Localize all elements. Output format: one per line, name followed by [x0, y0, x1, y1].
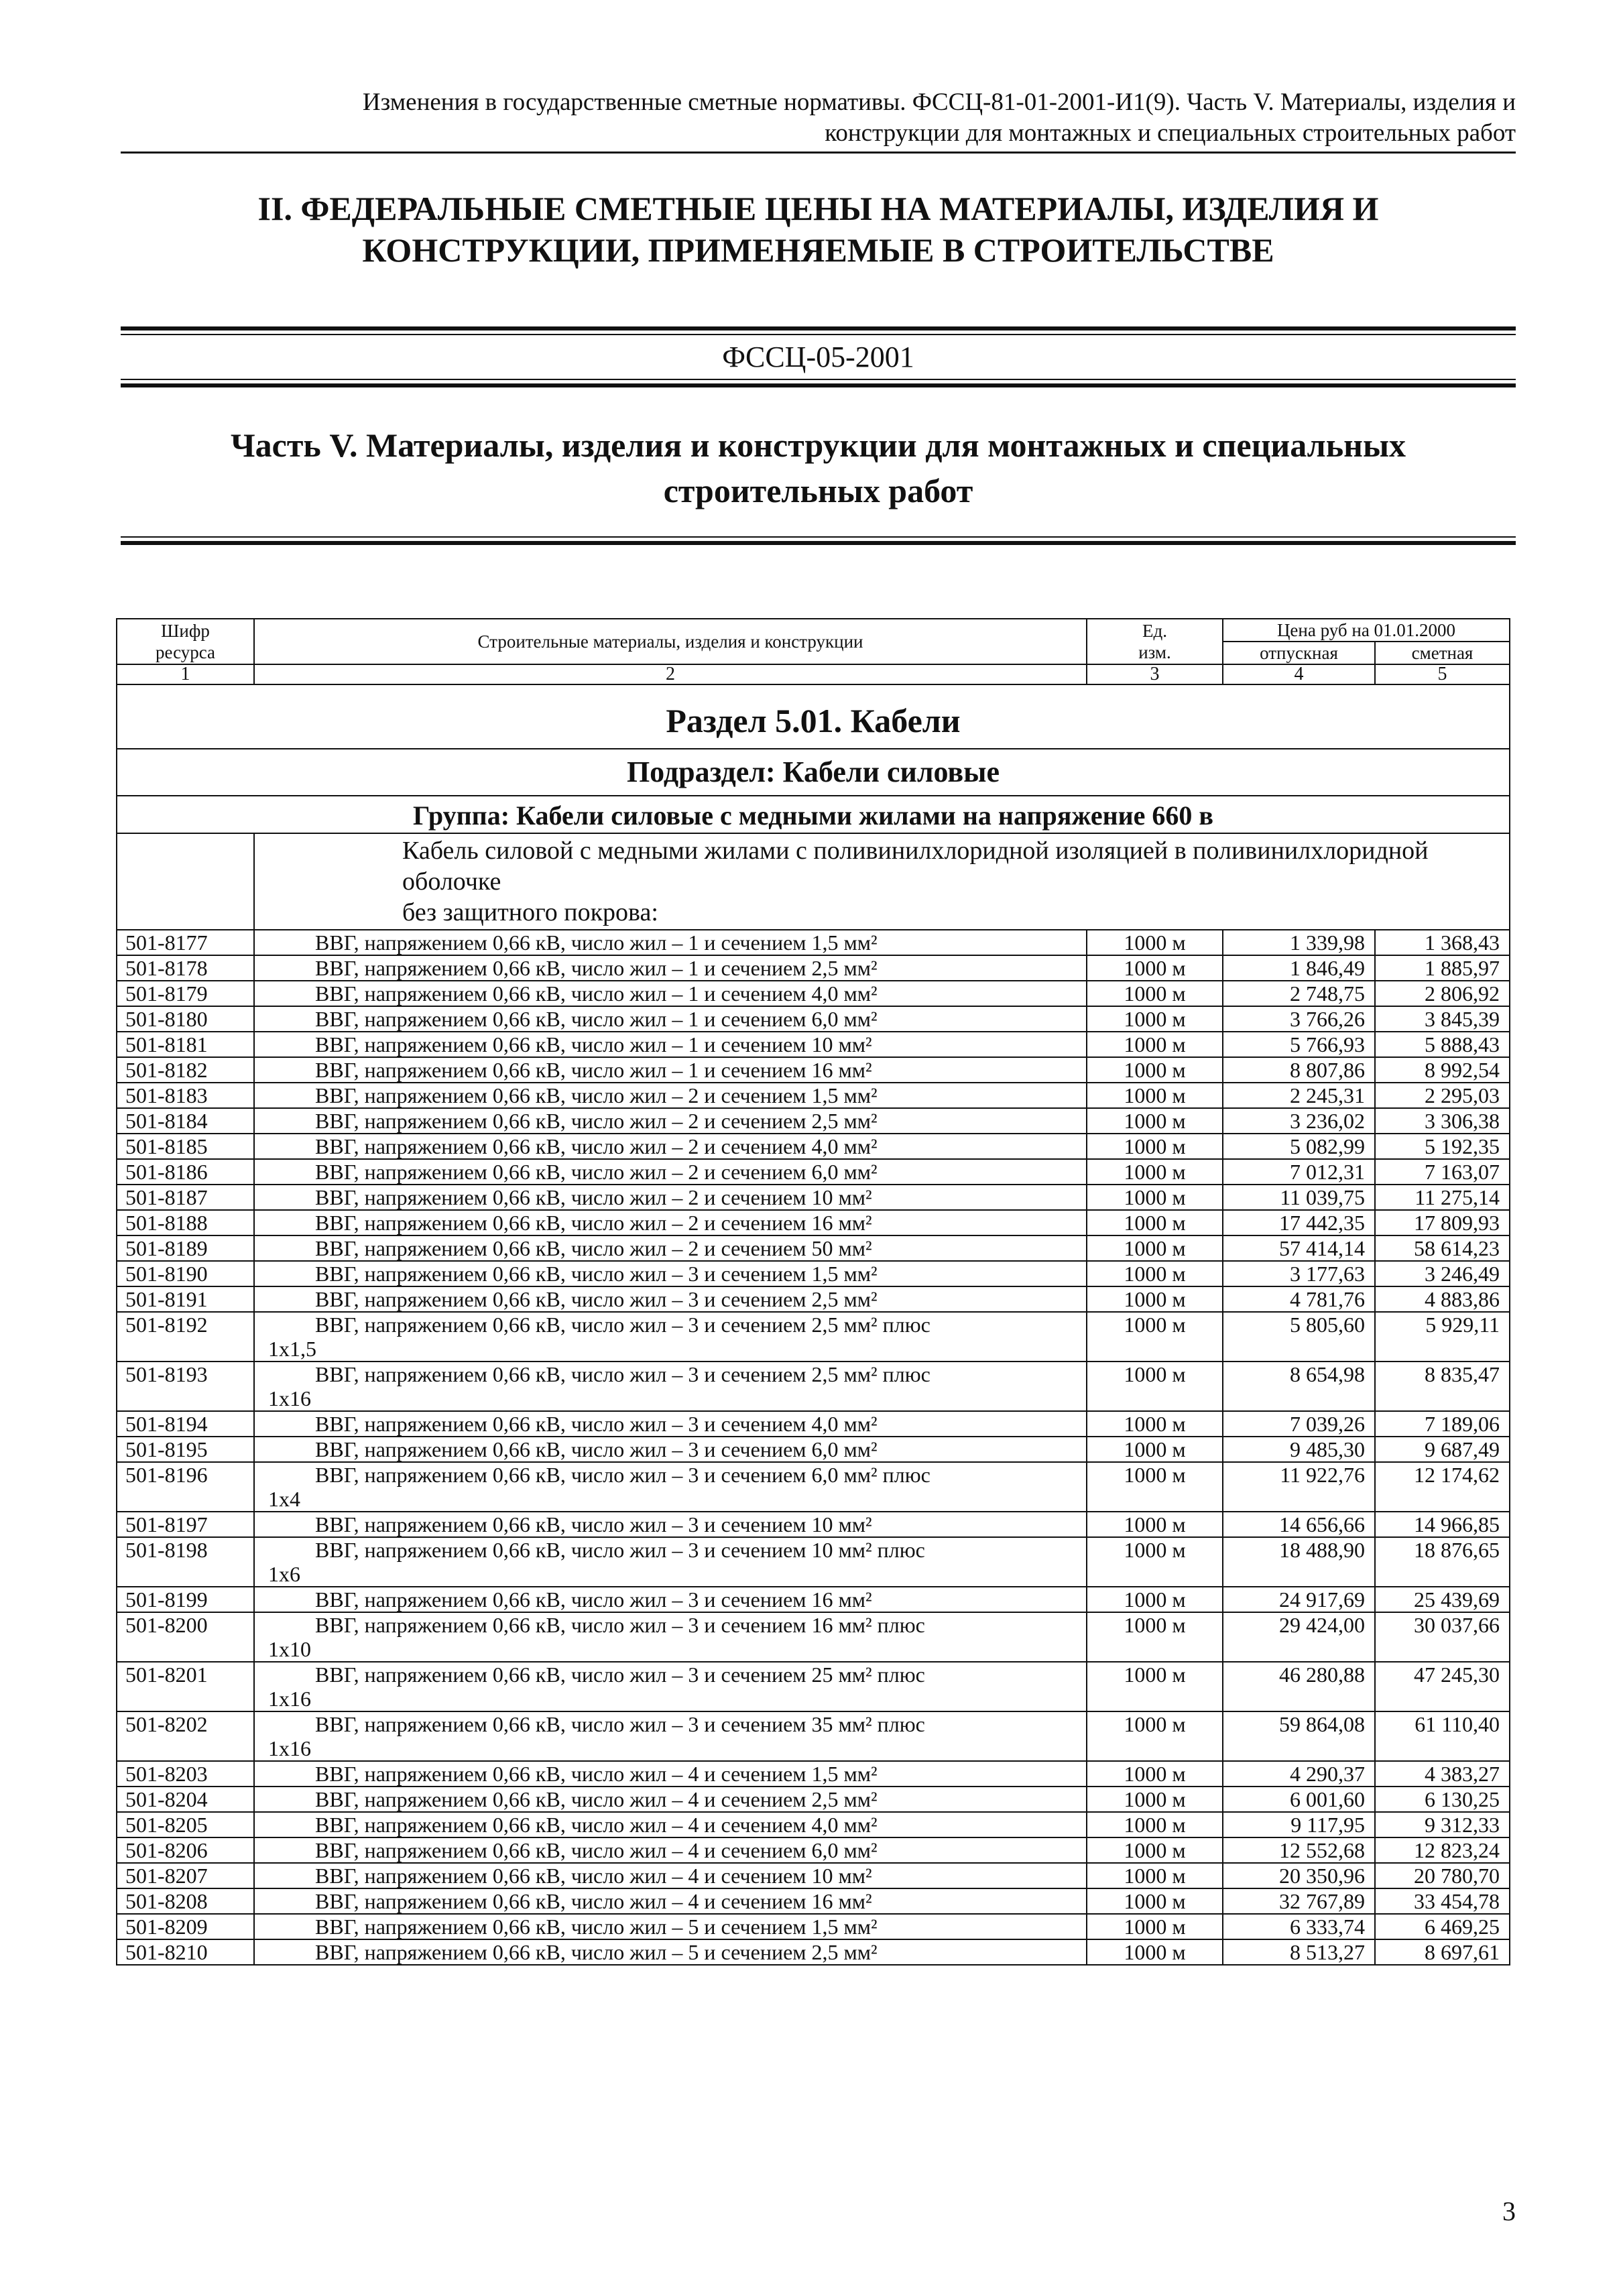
- estimate-price: 20 780,70: [1375, 1863, 1510, 1888]
- release-price: 17 442,35: [1223, 1210, 1375, 1235]
- unit-of-measure: 1000 м: [1087, 1108, 1223, 1134]
- resource-code: 501-8194: [117, 1411, 254, 1437]
- table-row: [117, 955, 1510, 981]
- column-number: 4: [1223, 664, 1375, 684]
- header-estimate-price: сметная: [1375, 642, 1510, 664]
- material-description: [254, 1437, 1087, 1462]
- description-line-1: ВВГ, напряжением 0,66 кВ, число жил – 4 и сечением 2,5 мм²: [315, 1787, 878, 1811]
- release-price: 5 766,93: [1223, 1032, 1375, 1057]
- part-title-line-1: Часть V. Материалы, изделия и конструкции для монтажных и специальных: [230, 426, 1406, 464]
- table-row: [117, 1032, 1510, 1057]
- estimate-price: 5 888,43: [1375, 1032, 1510, 1057]
- column-number: 1: [117, 664, 254, 684]
- resource-code: 501-8207: [117, 1863, 254, 1888]
- release-price: 9 485,30: [1223, 1437, 1375, 1462]
- material-description: [254, 1108, 1087, 1134]
- unit-of-measure: 1000 м: [1087, 981, 1223, 1006]
- material-description: [254, 981, 1087, 1006]
- material-description: [254, 1812, 1087, 1837]
- release-price: 59 864,08: [1223, 1711, 1375, 1761]
- resource-code: 501-8189: [117, 1235, 254, 1261]
- unit-of-measure: 1000 м: [1087, 1512, 1223, 1537]
- unit-of-measure: 1000 м: [1087, 1006, 1223, 1032]
- release-price: 7 012,31: [1223, 1159, 1375, 1185]
- estimate-price: 5 192,35: [1375, 1134, 1510, 1159]
- unit-of-measure: 1000 м: [1087, 930, 1223, 955]
- material-description: [254, 955, 1087, 981]
- material-description: [254, 1662, 1087, 1711]
- running-header-line-1: Изменения в государственные сметные нормативы. ФССЦ-81-01-2001-И1(9). Часть V. Материалы, изделия и: [362, 88, 1516, 116]
- description-line-1: ВВГ, напряжением 0,66 кВ, число жил – 3 и сечением 4,0 мм²: [315, 1412, 878, 1436]
- description-line-1: ВВГ, напряжением 0,66 кВ, число жил – 2 и сечением 50 мм²: [315, 1236, 872, 1260]
- running-header-line-2: конструкции для монтажных и специальных строительных работ: [825, 119, 1516, 147]
- resource-code: 501-8193: [117, 1362, 254, 1411]
- release-price: 46 280,88: [1223, 1662, 1375, 1711]
- lead-description: [254, 833, 1510, 930]
- unit-of-measure: 1000 м: [1087, 1662, 1223, 1711]
- material-description: [254, 1587, 1087, 1612]
- description-line-1: ВВГ, напряжением 0,66 кВ, число жил – 3 и сечением 2,5 мм²: [315, 1287, 878, 1311]
- table-row: [117, 1108, 1510, 1134]
- material-description: [254, 1711, 1087, 1761]
- resource-code: 501-8185: [117, 1134, 254, 1159]
- header-unit: [1087, 619, 1223, 664]
- resource-code: 501-8198: [117, 1537, 254, 1587]
- estimate-price: 7 189,06: [1375, 1411, 1510, 1437]
- unit-of-measure: 1000 м: [1087, 1437, 1223, 1462]
- resource-code: 501-8197: [117, 1512, 254, 1537]
- double-rule-middle: [121, 379, 1516, 387]
- header-release-price: отпускная: [1223, 642, 1375, 664]
- unit-of-measure: 1000 м: [1087, 1261, 1223, 1286]
- running-header: [121, 87, 1516, 149]
- header-unit-line-1: Ед.: [1142, 621, 1167, 641]
- estimate-price: 47 245,30: [1375, 1662, 1510, 1711]
- header-rule: [121, 152, 1516, 154]
- description-line-1: ВВГ, напряжением 0,66 кВ, число жил – 3 и сечением 1,5 мм²: [315, 1262, 878, 1286]
- material-description: [254, 1261, 1087, 1286]
- unit-of-measure: 1000 м: [1087, 1159, 1223, 1185]
- material-description: [254, 1837, 1087, 1863]
- unit-of-measure: 1000 м: [1087, 1812, 1223, 1837]
- price-table: [116, 618, 1510, 1966]
- material-description: [254, 1512, 1087, 1537]
- material-description: [254, 1312, 1087, 1362]
- table-row: [117, 1210, 1510, 1235]
- estimate-price: 8 992,54: [1375, 1057, 1510, 1083]
- table-row: [117, 1057, 1510, 1083]
- header-price: Цена руб на 01.01.2000: [1223, 619, 1510, 642]
- estimate-price: 9 687,49: [1375, 1437, 1510, 1462]
- table-row: [117, 1362, 1510, 1411]
- column-number: 3: [1087, 664, 1223, 684]
- release-price: 4 290,37: [1223, 1761, 1375, 1787]
- resource-code: 501-8201: [117, 1662, 254, 1711]
- unit-of-measure: 1000 м: [1087, 1837, 1223, 1863]
- material-description: [254, 1210, 1087, 1235]
- unit-of-measure: 1000 м: [1087, 1362, 1223, 1411]
- resource-code: 501-8202: [117, 1711, 254, 1761]
- table-row: [117, 1134, 1510, 1159]
- table-row: [117, 1437, 1510, 1462]
- material-description: [254, 1939, 1087, 1965]
- unit-of-measure: 1000 м: [1087, 1134, 1223, 1159]
- table-row: [117, 981, 1510, 1006]
- resource-code: 501-8184: [117, 1108, 254, 1134]
- release-price: 29 424,00: [1223, 1612, 1375, 1662]
- estimate-price: 6 130,25: [1375, 1787, 1510, 1812]
- resource-code: 501-8195: [117, 1437, 254, 1462]
- estimate-price: 4 383,27: [1375, 1761, 1510, 1787]
- table-row: [117, 1863, 1510, 1888]
- release-price: 3 236,02: [1223, 1108, 1375, 1134]
- unit-of-measure: 1000 м: [1087, 1462, 1223, 1512]
- table-row: [117, 1462, 1510, 1512]
- estimate-price: 7 163,07: [1375, 1159, 1510, 1185]
- header-name: Строительные материалы, изделия и конструкции: [254, 619, 1087, 664]
- material-description: [254, 1462, 1087, 1512]
- resource-code: 501-8182: [117, 1057, 254, 1083]
- unit-of-measure: 1000 м: [1087, 1235, 1223, 1261]
- material-description: [254, 1006, 1087, 1032]
- code-title: ФССЦ-05-2001: [722, 341, 914, 373]
- table-row: [117, 1587, 1510, 1612]
- column-number-row: [117, 664, 1510, 684]
- estimate-price: 14 966,85: [1375, 1512, 1510, 1537]
- description-line-2: 1х16: [268, 1687, 311, 1711]
- unit-of-measure: 1000 м: [1087, 1057, 1223, 1083]
- table-row: [117, 1312, 1510, 1362]
- resource-code: 501-8183: [117, 1083, 254, 1108]
- double-rule-top: [121, 326, 1516, 335]
- part-title-line-2: строительных работ: [663, 472, 973, 509]
- price-table-body: [117, 619, 1510, 1965]
- estimate-price: 8 835,47: [1375, 1362, 1510, 1411]
- description-line-2: 1х1,5: [268, 1337, 316, 1361]
- description-line-1: ВВГ, напряжением 0,66 кВ, число жил – 1 и сечением 6,0 мм²: [315, 1007, 878, 1031]
- chapter-title-line-1: II. ФЕДЕРАЛЬНЫЕ СМЕТНЫЕ ЦЕНЫ НА МАТЕРИАЛЫ, ИЗДЕЛИЯ И: [257, 190, 1379, 227]
- release-price: 6 001,60: [1223, 1787, 1375, 1812]
- unit-of-measure: 1000 м: [1087, 1888, 1223, 1914]
- description-line-1: ВВГ, напряжением 0,66 кВ, число жил – 4 и сечением 4,0 мм²: [315, 1813, 878, 1837]
- unit-of-measure: 1000 м: [1087, 1185, 1223, 1210]
- release-price: 20 350,96: [1223, 1863, 1375, 1888]
- material-description: [254, 1057, 1087, 1083]
- release-price: 2 748,75: [1223, 981, 1375, 1006]
- unit-of-measure: 1000 м: [1087, 1032, 1223, 1057]
- description-line-1: ВВГ, напряжением 0,66 кВ, число жил – 2 и сечением 4,0 мм²: [315, 1134, 878, 1158]
- release-price: 11 039,75: [1223, 1185, 1375, 1210]
- chapter-title-line-2: КОНСТРУКЦИИ, ПРИМЕНЯЕМЫЕ В СТРОИТЕЛЬСТВЕ: [362, 231, 1274, 269]
- resource-code: 501-8187: [117, 1185, 254, 1210]
- lead-row: [117, 833, 1510, 930]
- unit-of-measure: 1000 м: [1087, 1083, 1223, 1108]
- release-price: 5 082,99: [1223, 1134, 1375, 1159]
- release-price: 12 552,68: [1223, 1837, 1375, 1863]
- table-row: [117, 1159, 1510, 1185]
- header-code-line-1: Шифр: [161, 621, 210, 641]
- release-price: 8 513,27: [1223, 1939, 1375, 1965]
- description-line-1: ВВГ, напряжением 0,66 кВ, число жил – 3 и сечением 6,0 мм²: [315, 1437, 878, 1461]
- table-row: [117, 1761, 1510, 1787]
- resource-code: 501-8200: [117, 1612, 254, 1662]
- header-row-1: [117, 619, 1510, 642]
- resource-code: 501-8203: [117, 1761, 254, 1787]
- unit-of-measure: 1000 м: [1087, 1612, 1223, 1662]
- estimate-price: 12 174,62: [1375, 1462, 1510, 1512]
- table-row: [117, 1812, 1510, 1837]
- part-title: [121, 422, 1516, 513]
- unit-of-measure: 1000 м: [1087, 1210, 1223, 1235]
- table-row: [117, 1286, 1510, 1312]
- description-line-1: ВВГ, напряжением 0,66 кВ, число жил – 4 и сечением 6,0 мм²: [315, 1838, 878, 1862]
- estimate-price: 3 306,38: [1375, 1108, 1510, 1134]
- table-row: [117, 1711, 1510, 1761]
- material-description: [254, 1761, 1087, 1787]
- release-price: 2 245,31: [1223, 1083, 1375, 1108]
- unit-of-measure: 1000 м: [1087, 1312, 1223, 1362]
- material-description: [254, 1537, 1087, 1587]
- resource-code: 501-8209: [117, 1914, 254, 1939]
- release-price: 57 414,14: [1223, 1235, 1375, 1261]
- description-line-1: ВВГ, напряжением 0,66 кВ, число жил – 3 и сечением 35 мм² плюс: [315, 1712, 925, 1736]
- description-line-1: ВВГ, напряжением 0,66 кВ, число жил – 1 и сечением 16 мм²: [315, 1058, 872, 1082]
- release-price: 9 117,95: [1223, 1812, 1375, 1837]
- material-description: [254, 930, 1087, 955]
- description-line-1: ВВГ, напряжением 0,66 кВ, число жил – 5 и сечением 1,5 мм²: [315, 1915, 878, 1939]
- resource-code: 501-8186: [117, 1159, 254, 1185]
- estimate-price: 61 110,40: [1375, 1711, 1510, 1761]
- description-line-1: ВВГ, напряжением 0,66 кВ, число жил – 3 и сечением 16 мм²: [315, 1587, 872, 1612]
- estimate-price: 6 469,25: [1375, 1914, 1510, 1939]
- description-line-1: ВВГ, напряжением 0,66 кВ, число жил – 1 и сечением 1,5 мм²: [315, 930, 878, 955]
- estimate-price: 9 312,33: [1375, 1812, 1510, 1837]
- description-line-1: ВВГ, напряжением 0,66 кВ, число жил – 4 и сечением 1,5 мм²: [315, 1762, 878, 1786]
- description-line-1: ВВГ, напряжением 0,66 кВ, число жил – 3 и сечением 10 мм²: [315, 1512, 872, 1536]
- estimate-price: 5 929,11: [1375, 1312, 1510, 1362]
- material-description: [254, 1411, 1087, 1437]
- description-line-1: ВВГ, напряжением 0,66 кВ, число жил – 2 и сечением 10 мм²: [315, 1185, 872, 1209]
- resource-code: 501-8190: [117, 1261, 254, 1286]
- description-line-1: ВВГ, напряжением 0,66 кВ, число жил – 2 и сечением 6,0 мм²: [315, 1160, 878, 1184]
- table-row: [117, 1006, 1510, 1032]
- resource-code: 501-8180: [117, 1006, 254, 1032]
- material-description: [254, 1286, 1087, 1312]
- description-line-1: ВВГ, напряжением 0,66 кВ, число жил – 3 и сечением 25 мм² плюс: [315, 1663, 925, 1687]
- column-number: 2: [254, 664, 1087, 684]
- material-description: [254, 1032, 1087, 1057]
- description-line-1: ВВГ, напряжением 0,66 кВ, число жил – 1 и сечением 10 мм²: [315, 1032, 872, 1056]
- estimate-price: 3 845,39: [1375, 1006, 1510, 1032]
- release-price: 8 654,98: [1223, 1362, 1375, 1411]
- resource-code: 501-8196: [117, 1462, 254, 1512]
- unit-of-measure: 1000 м: [1087, 1411, 1223, 1437]
- unit-of-measure: 1000 м: [1087, 1914, 1223, 1939]
- description-line-1: ВВГ, напряжением 0,66 кВ, число жил – 3 и сечением 16 мм² плюс: [315, 1613, 925, 1637]
- release-price: 32 767,89: [1223, 1888, 1375, 1914]
- material-description: [254, 1159, 1087, 1185]
- estimate-price: 25 439,69: [1375, 1587, 1510, 1612]
- description-line-1: ВВГ, напряжением 0,66 кВ, число жил – 4 и сечением 10 мм²: [315, 1864, 872, 1888]
- release-price: 11 922,76: [1223, 1462, 1375, 1512]
- subsection-row: [117, 749, 1510, 796]
- section-title: Раздел 5.01. Кабели: [117, 684, 1510, 749]
- description-line-2: 1х6: [268, 1562, 300, 1586]
- estimate-price: 11 275,14: [1375, 1185, 1510, 1210]
- table-row: [117, 1662, 1510, 1711]
- resource-code: 501-8199: [117, 1587, 254, 1612]
- material-description: [254, 1612, 1087, 1662]
- resource-code: 501-8210: [117, 1939, 254, 1965]
- table-row: [117, 1888, 1510, 1914]
- release-price: 1 846,49: [1223, 955, 1375, 981]
- material-description: [254, 1134, 1087, 1159]
- group-title: Группа: Кабели силовые с медными жилами на напряжение 660 в: [117, 796, 1510, 833]
- table-row: [117, 1235, 1510, 1261]
- estimate-price: 17 809,93: [1375, 1210, 1510, 1235]
- estimate-price: 18 876,65: [1375, 1537, 1510, 1587]
- estimate-price: 12 823,24: [1375, 1837, 1510, 1863]
- estimate-price: 33 454,78: [1375, 1888, 1510, 1914]
- unit-of-measure: 1000 м: [1087, 1711, 1223, 1761]
- chapter-title: [121, 188, 1516, 271]
- resource-code: 501-8179: [117, 981, 254, 1006]
- description-line-2: 1х16: [268, 1386, 311, 1410]
- material-description: [254, 1888, 1087, 1914]
- resource-code: 501-8188: [117, 1210, 254, 1235]
- column-number: 5: [1375, 664, 1510, 684]
- material-description: [254, 1235, 1087, 1261]
- material-description: [254, 1863, 1087, 1888]
- unit-of-measure: 1000 м: [1087, 1787, 1223, 1812]
- table-row: [117, 1787, 1510, 1812]
- table-row: [117, 1537, 1510, 1587]
- header-unit-line-2: изм.: [1138, 642, 1171, 662]
- unit-of-measure: 1000 м: [1087, 955, 1223, 981]
- table-row: [117, 1939, 1510, 1965]
- material-description: [254, 1083, 1087, 1108]
- page-number: 3: [1502, 2196, 1516, 2226]
- description-line-1: ВВГ, напряжением 0,66 кВ, число жил – 3 и сечением 2,5 мм² плюс: [315, 1362, 930, 1386]
- description-line-1: ВВГ, напряжением 0,66 кВ, число жил – 2 и сечением 1,5 мм²: [315, 1083, 878, 1107]
- release-price: 7 039,26: [1223, 1411, 1375, 1437]
- description-line-1: ВВГ, напряжением 0,66 кВ, число жил – 3 и сечением 2,5 мм² плюс: [315, 1313, 930, 1337]
- table-row: [117, 1411, 1510, 1437]
- estimate-price: 58 614,23: [1375, 1235, 1510, 1261]
- lead-line-2: без защитного покрова:: [402, 898, 658, 926]
- description-line-1: ВВГ, напряжением 0,66 кВ, число жил – 1 и сечением 4,0 мм²: [315, 981, 878, 1006]
- resource-code: 501-8191: [117, 1286, 254, 1312]
- estimate-price: 2 295,03: [1375, 1083, 1510, 1108]
- unit-of-measure: 1000 м: [1087, 1863, 1223, 1888]
- estimate-price: 2 806,92: [1375, 981, 1510, 1006]
- release-price: 4 781,76: [1223, 1286, 1375, 1312]
- resource-code: 501-8181: [117, 1032, 254, 1057]
- material-description: [254, 1914, 1087, 1939]
- release-price: 18 488,90: [1223, 1537, 1375, 1587]
- unit-of-measure: 1000 м: [1087, 1939, 1223, 1965]
- description-line-1: ВВГ, напряжением 0,66 кВ, число жил – 1 и сечением 2,5 мм²: [315, 956, 878, 980]
- estimate-price: 8 697,61: [1375, 1939, 1510, 1965]
- resource-code: 501-8204: [117, 1787, 254, 1812]
- material-description: [254, 1787, 1087, 1812]
- description-line-1: ВВГ, напряжением 0,66 кВ, число жил – 4 и сечением 16 мм²: [315, 1889, 872, 1913]
- release-price: 24 917,69: [1223, 1587, 1375, 1612]
- price-table-wrapper: [116, 618, 1509, 1966]
- header-code: [117, 619, 254, 664]
- description-line-1: ВВГ, напряжением 0,66 кВ, число жил – 3 и сечением 6,0 мм² плюс: [315, 1463, 930, 1487]
- description-line-2: 1х10: [268, 1637, 311, 1661]
- estimate-price: 30 037,66: [1375, 1612, 1510, 1662]
- description-line-1: ВВГ, напряжением 0,66 кВ, число жил – 3 и сечением 10 мм² плюс: [315, 1538, 925, 1562]
- table-row: [117, 1512, 1510, 1537]
- resource-code: 501-8205: [117, 1812, 254, 1837]
- table-row: [117, 1083, 1510, 1108]
- table-row: [117, 1612, 1510, 1662]
- material-description: [254, 1185, 1087, 1210]
- release-price: 3 766,26: [1223, 1006, 1375, 1032]
- release-price: 3 177,63: [1223, 1261, 1375, 1286]
- resource-code: 501-8178: [117, 955, 254, 981]
- release-price: 5 805,60: [1223, 1312, 1375, 1362]
- estimate-price: 3 246,49: [1375, 1261, 1510, 1286]
- estimate-price: 1 368,43: [1375, 930, 1510, 955]
- release-price: 6 333,74: [1223, 1914, 1375, 1939]
- resource-code: 501-8177: [117, 930, 254, 955]
- lead-empty-cell: [117, 833, 254, 930]
- resource-code: 501-8206: [117, 1837, 254, 1863]
- lead-line-1: Кабель силовой с медными жилами с поливинилхлоридной изоляцией в поливинилхлоридной оболочке: [402, 837, 1429, 896]
- release-price: 1 339,98: [1223, 930, 1375, 955]
- description-line-1: ВВГ, напряжением 0,66 кВ, число жил – 5 и сечением 2,5 мм²: [315, 1940, 878, 1964]
- description-line-2: 1х16: [268, 1736, 311, 1760]
- header-code-line-2: ресурса: [155, 642, 216, 662]
- release-price: 8 807,86: [1223, 1057, 1375, 1083]
- unit-of-measure: 1000 м: [1087, 1587, 1223, 1612]
- description-line-2: 1х4: [268, 1487, 300, 1511]
- table-row: [117, 1914, 1510, 1939]
- group-row: [117, 796, 1510, 833]
- unit-of-measure: 1000 м: [1087, 1286, 1223, 1312]
- material-description: [254, 1362, 1087, 1411]
- estimate-price: 1 885,97: [1375, 955, 1510, 981]
- description-line-1: ВВГ, напряжением 0,66 кВ, число жил – 2 и сечением 16 мм²: [315, 1211, 872, 1235]
- subsection-title: Подраздел: Кабели силовые: [117, 749, 1510, 796]
- estimate-price: 4 883,86: [1375, 1286, 1510, 1312]
- section-row: [117, 684, 1510, 749]
- description-line-1: ВВГ, напряжением 0,66 кВ, число жил – 2 и сечением 2,5 мм²: [315, 1109, 878, 1133]
- unit-of-measure: 1000 м: [1087, 1537, 1223, 1587]
- double-rule-bottom: [121, 536, 1516, 545]
- table-row: [117, 1261, 1510, 1286]
- resource-code: 501-8192: [117, 1312, 254, 1362]
- table-row: [117, 930, 1510, 955]
- table-row: [117, 1837, 1510, 1863]
- unit-of-measure: 1000 м: [1087, 1761, 1223, 1787]
- table-row: [117, 1185, 1510, 1210]
- release-price: 14 656,66: [1223, 1512, 1375, 1537]
- resource-code: 501-8208: [117, 1888, 254, 1914]
